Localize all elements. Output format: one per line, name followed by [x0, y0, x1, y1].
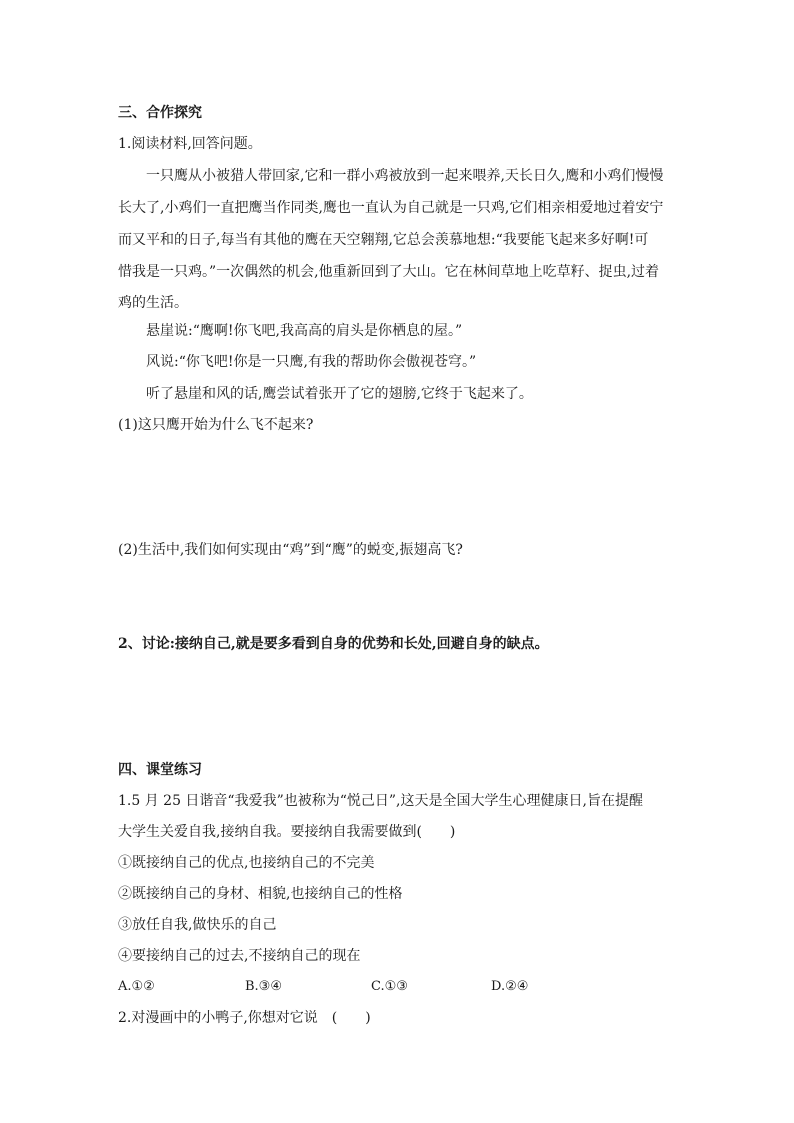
sub-question-1: (1)这只鹰开始为什么飞不起来? [118, 417, 314, 433]
exercise1-line-2: 大学生关爱自我,接纳自我。要接纳自我需要做到( ) [118, 824, 456, 840]
statement-4: ④要接纳自己的过去,不接纳自己的现在 [118, 948, 361, 964]
sub-question-2: (2)生活中,我们如何实现由“鸡”到“鹰”的蜕变,振翅高飞? [118, 542, 463, 558]
option-a: A.①② [118, 979, 155, 994]
exercise2-question: 2.对漫画中的小鸭子,你想对它说 ( ) [118, 1010, 371, 1026]
story-line-4: 惜我是一只鸡。”一次偶然的机会,他重新回到了大山。它在林间草地上吃草籽、捉虫,过着 [118, 264, 660, 280]
statement-1: ①既接纳自己的优点,也接纳自己的不完美 [118, 855, 375, 871]
option-c: C.①③ [371, 979, 408, 994]
story-ending: 听了悬崖和风的话,鹰尝试着张开了它的翅膀,它终于飞起来了。 [146, 386, 533, 402]
section4-title: 四、课堂练习 [118, 762, 202, 778]
exercise1-line-1: 1.5 月 25 日谐音“我爱我”也被称为“悦己日”,这天是全国大学生心理健康日,旨在提醒 [118, 793, 643, 809]
statement-3: ③放任自我,做快乐的自己 [118, 917, 277, 933]
question1-intro: 1.阅读材料,回答问题。 [118, 136, 262, 152]
discussion-prompt: 2、讨论:接纳自己,就是要多看到自身的优势和长处,回避自身的缺点。 [118, 636, 549, 652]
statement-2: ②既接纳自己的身材、相貌,也接纳自己的性格 [118, 886, 403, 902]
story-line-3: 而又平和的日子,每当有其他的鹰在天空翱翔,它总会羡慕地想:“我要能飞起来多好啊!可 [118, 232, 649, 248]
option-d: D.②④ [491, 979, 529, 994]
option-b: B.③④ [245, 979, 282, 994]
story-line-1: 一只鹰从小被猎人带回家,它和一群小鸡被放到一起来喂养,天长日久,鹰和小鸡们慢慢 [146, 168, 664, 184]
section3-title: 三、合作探究 [118, 105, 202, 121]
story-line-5: 鸡的生活。 [118, 295, 188, 311]
wind-quote: 风说:“你飞吧!你是一只鹰,有我的帮助你会傲视苍穹。” [146, 354, 477, 370]
story-line-2: 长大了,小鸡们一直把鹰当作同类,鹰也一直认为自己就是一只鸡,它们相亲相爱地过着安宁 [118, 200, 664, 216]
cliff-quote: 悬崖说:“鹰啊!你飞吧,我高高的肩头是你栖息的屋。” [146, 323, 463, 339]
